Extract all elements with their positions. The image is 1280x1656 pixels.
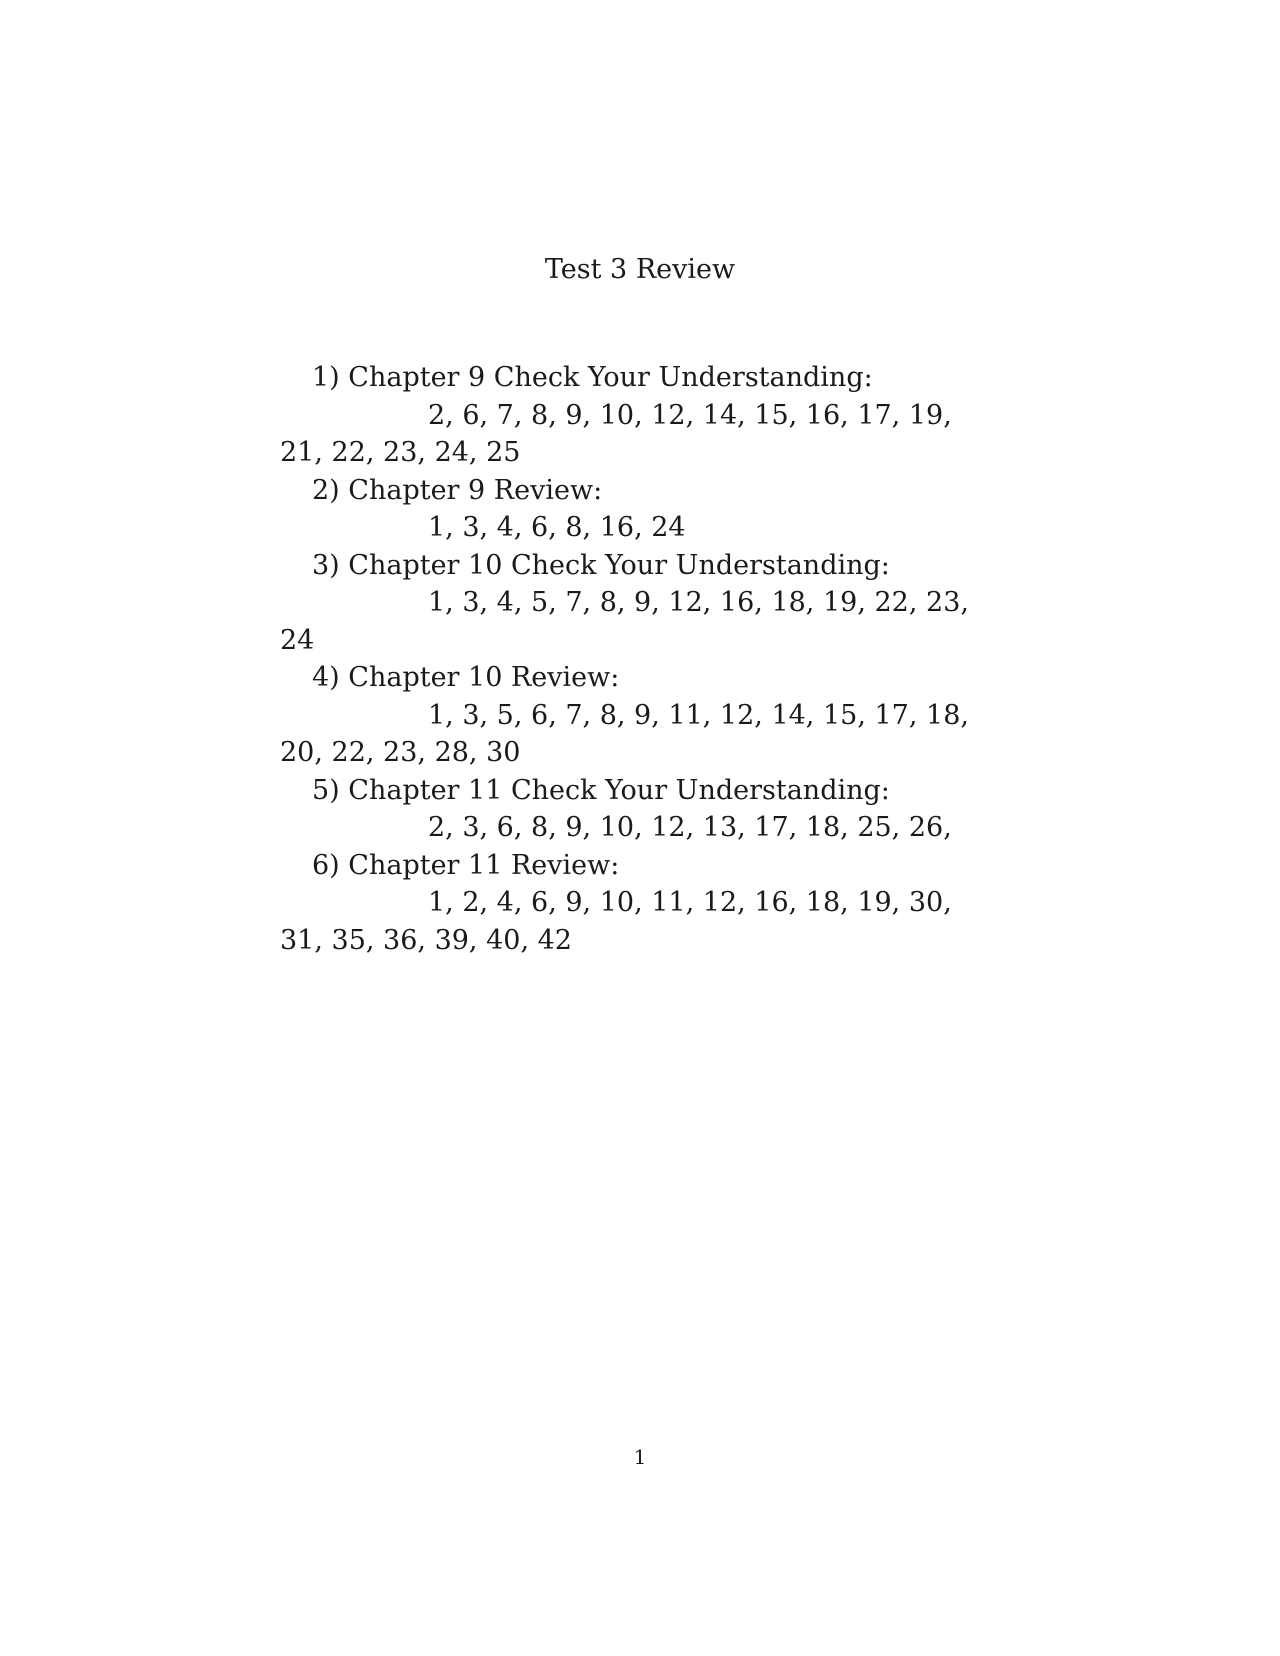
review-item-4 (280, 659, 1000, 772)
item-heading: 5) Chapter 11 Check Your Understanding: (312, 774, 890, 806)
problem-list: 1, 3, 4, 5, 7, 8, 9, 12, 16, 18, 19, 22, 23, 24 (280, 587, 969, 656)
item-heading: 2) Chapter 9 Review: (312, 474, 603, 506)
problem-list: 2, 6, 7, 8, 9, 10, 12, 14, 15, 16, 17, 19, 21, 22, 23, 24, 25 (280, 399, 952, 468)
review-item-5 (280, 772, 1000, 847)
item-heading: 3) Chapter 10 Check Your Understanding: (312, 549, 890, 581)
item-heading: 4) Chapter 10 Review: (312, 662, 620, 693)
problem-list: 2, 3, 6, 8, 9, 10, 12, 13, 17, 18, 25, 26, (428, 812, 952, 843)
problem-list: 1, 2, 4, 6, 9, 10, 11, 12, 16, 18, 19, 30, 31, 35, 36, 39, 40, 42 (280, 887, 952, 956)
page-number: 1 (633, 1445, 647, 1469)
item-heading: 1) Chapter 9 Check Your Understanding: (312, 362, 873, 393)
problem-list: 1, 3, 4, 6, 8, 16, 24 (428, 512, 686, 543)
review-item-2 (280, 472, 1000, 547)
review-list (280, 359, 1000, 959)
review-item-6 (280, 847, 1000, 960)
page-title: Test 3 Review (544, 254, 736, 285)
item-heading: 6) Chapter 11 Review: (312, 849, 620, 881)
review-item-3 (280, 547, 1000, 660)
review-item-1 (280, 359, 1000, 472)
problem-list: 1, 3, 5, 6, 7, 8, 9, 11, 12, 14, 15, 17, 18, 20, 22, 23, 28, 30 (280, 699, 969, 768)
